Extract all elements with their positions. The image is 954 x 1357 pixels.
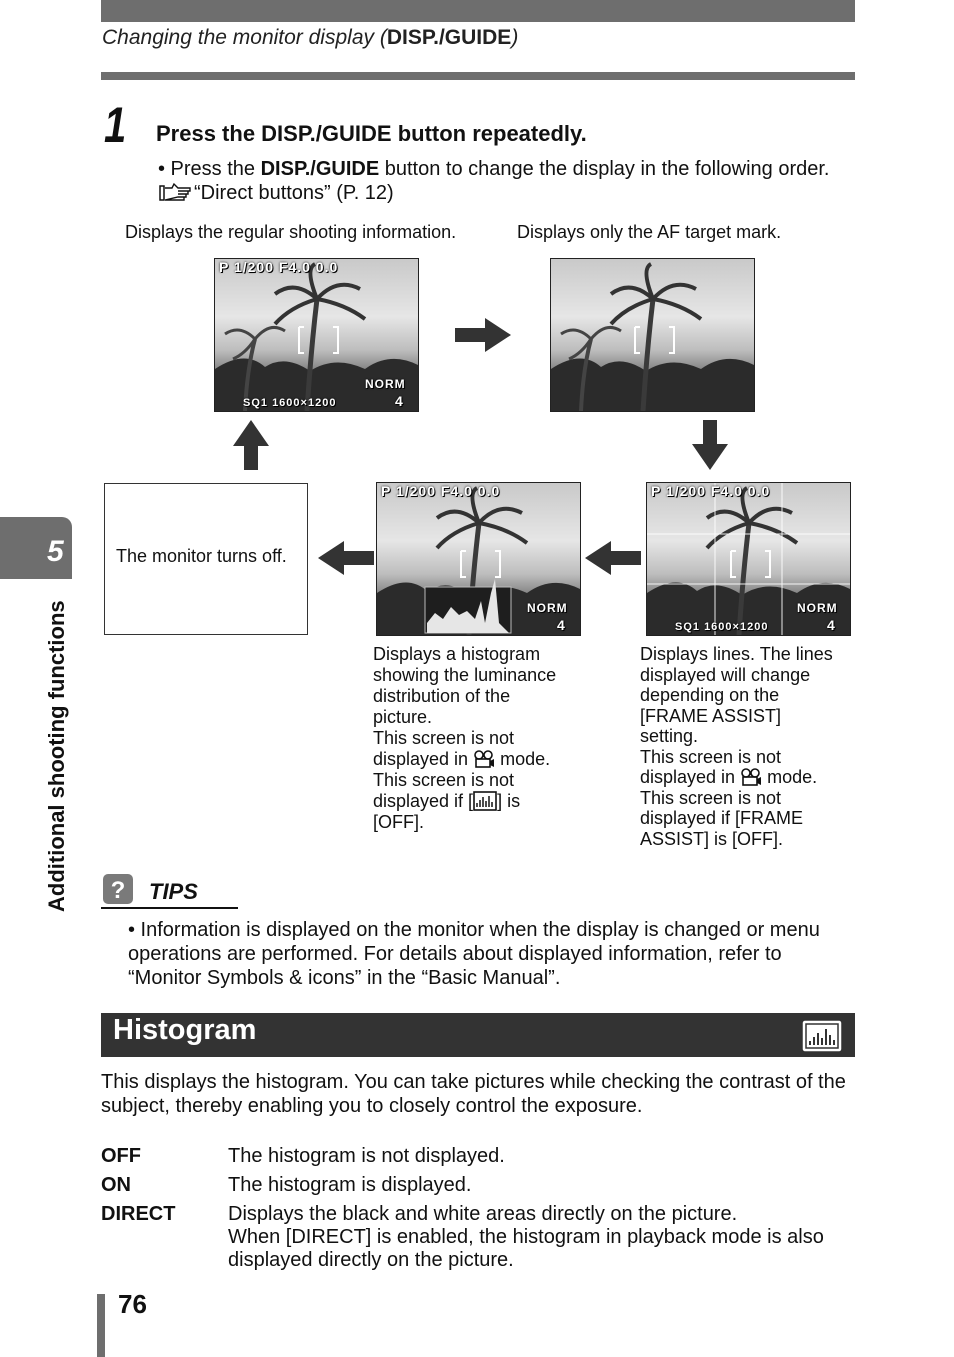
osd-shooting-info: P 1/200 F4.0 0.0: [651, 483, 771, 499]
header-title: Changing the monitor display (DISP./GUIDE): [102, 26, 519, 49]
header-rule: [101, 72, 855, 80]
tips-rule: [101, 907, 238, 909]
option-key-off: OFF: [101, 1145, 141, 1167]
osd-count: 4: [557, 617, 566, 633]
arrow-down-icon: [692, 420, 728, 470]
screen-histogram: [376, 482, 581, 636]
histogram-section-title: Histogram: [113, 1014, 257, 1046]
screen-af-only: [550, 258, 755, 412]
screen-regular-info: [214, 258, 419, 412]
arrow-left-icon: [585, 541, 641, 575]
step-bullet: • Press the DISP./GUIDE button to change the display in the following order.: [158, 158, 830, 180]
tips-label: TIPS: [149, 879, 198, 904]
osd-quality: SQ1 1600×1200: [675, 621, 769, 633]
osd-quality: SQ1 1600×1200: [243, 397, 337, 409]
movie-mode-icon: [740, 768, 762, 786]
step-title: Press the DISP./GUIDE button repeatedly.: [156, 121, 587, 146]
histogram-menu-icon: [801, 1019, 843, 1053]
caption-af: Displays only the AF target mark.: [517, 222, 782, 242]
osd-count: 4: [827, 617, 836, 633]
option-desc-on: The histogram is displayed.: [228, 1174, 472, 1196]
movie-mode-icon: [473, 750, 495, 768]
osd-count: 4: [395, 393, 404, 409]
option-desc-direct: Displays the black and white areas directly on the picture. When [DIRECT] is enabled, the histogram in playback mode is also displayed directly on the picture.: [228, 1203, 824, 1271]
screen-frame-assist: [646, 482, 851, 636]
page-number: 76: [118, 1289, 147, 1319]
page-number-bar: [97, 1294, 105, 1357]
osd-mode: NORM: [797, 601, 838, 615]
monitor-off-label: The monitor turns off.: [116, 546, 287, 566]
header-bar: [101, 0, 855, 22]
chapter-number: 5: [47, 535, 64, 568]
palm-scene-illustration: [551, 259, 754, 411]
histogram-screen-description: Displays a histogram showing the luminance distribution of the picture. This screen is not displayed in mode. This screen is not displayed if [ ] is [OFF].: [373, 644, 557, 832]
svg-text:?: ?: [110, 877, 126, 904]
step-number: 1: [104, 97, 127, 153]
page-reference: “Direct buttons” (P. 12): [158, 182, 394, 205]
histogram-intro: This displays the histogram. You can take pictures while checking the contrast of the subject, thereby enabling you to closely control the exposure.: [101, 1071, 846, 1117]
option-key-on: ON: [101, 1174, 131, 1196]
caption-regular: Displays the regular shooting information.: [125, 222, 457, 242]
tips-body: • Information is displayed on the monitor when the display is changed or menu operations are performed. For details about displayed information, refer to “Monitor Symbols & icons” in the “Basic Manual”.: [128, 919, 820, 989]
osd-mode: NORM: [365, 377, 406, 391]
option-desc-off: The histogram is not displayed.: [228, 1145, 505, 1167]
osd-mode: NORM: [527, 601, 568, 615]
reference-hand-icon: [158, 182, 194, 202]
osd-shooting-info: P 1/200 F4.0 0.0: [381, 483, 501, 499]
option-key-direct: DIRECT: [101, 1203, 176, 1225]
frame-assist-screen-description: Displays lines. The lines displayed will change depending on the [FRAME ASSIST] setting. This screen is not displayed in mode. This screen is not displayed if [FRAME ASSIST] is [OFF].: [640, 644, 833, 849]
arrow-up-icon: [233, 420, 269, 470]
osd-shooting-info: P 1/200 F4.0 0.0: [219, 259, 339, 275]
arrow-left-icon: [318, 541, 374, 575]
histogram-icon: [473, 791, 497, 811]
tips-question-icon: [103, 874, 133, 904]
arrow-right-icon: [455, 318, 511, 352]
chapter-label: Additional shooting functions: [44, 600, 69, 912]
